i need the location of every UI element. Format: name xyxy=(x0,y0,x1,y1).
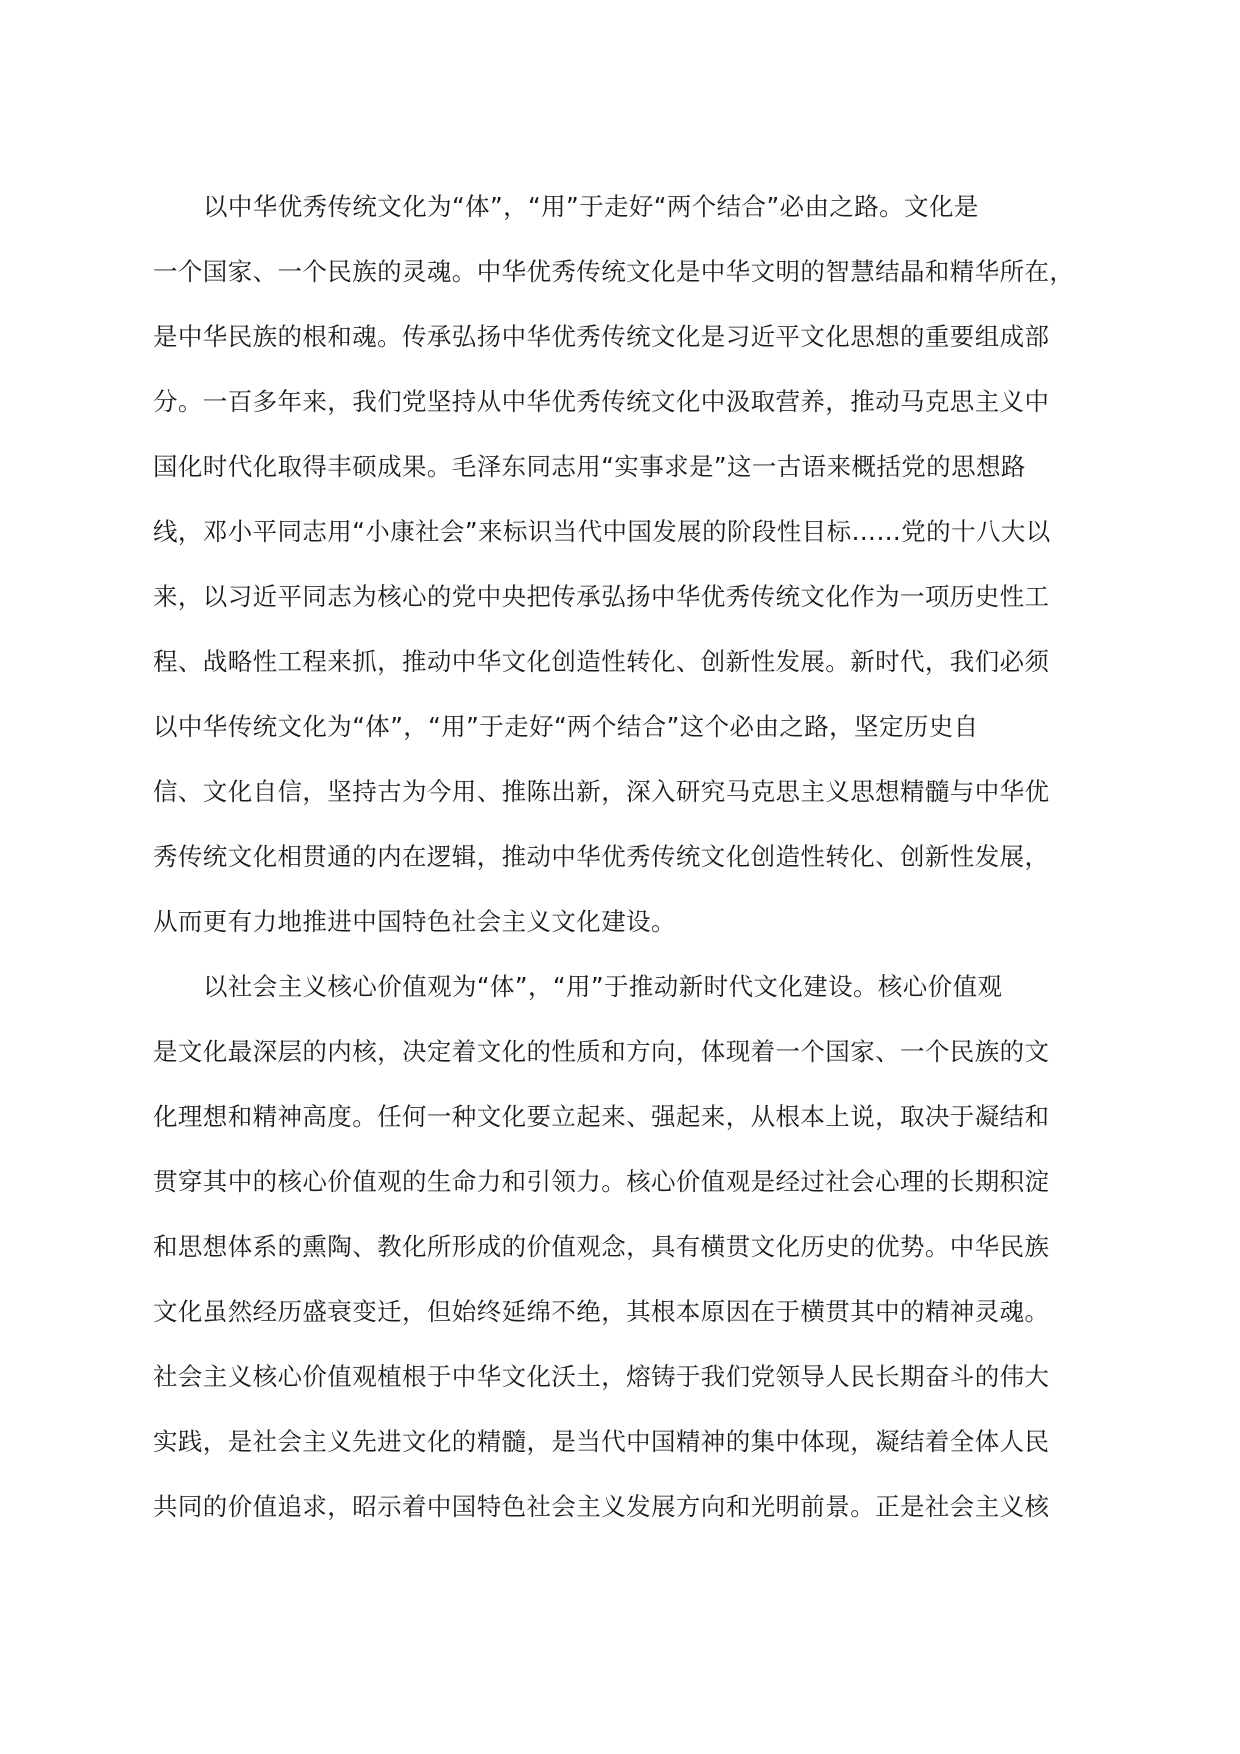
document-body xyxy=(153,187,1075,1552)
paragraph-line: 线，邓小平同志用“小康社会”来标识当代中国发展的阶段性目标……党的十八大以 xyxy=(153,517,1051,546)
paragraph-line: 国化时代化取得丰硕成果。毛泽东同志用“实事求是”这一古语来概括党的思想路 xyxy=(153,452,1026,481)
paragraph-line: 共同的价值追求，昭示着中国特色社会主义发展方向和光明前景。正是社会主义核 xyxy=(153,1492,1050,1521)
paragraph-line: 是中华民族的根和魂。传承弘扬中华优秀传统文化是习近平文化思想的重要组成部 xyxy=(153,322,1050,351)
paragraph-line: 实践，是社会主义先进文化的精髓，是当代中国精神的集中体现，凝结着全体人民 xyxy=(153,1427,1050,1456)
paragraph-line: 信、文化自信，坚持古为今用、推陈出新，深入研究马克思主义思想精髓与中华优 xyxy=(153,777,1050,806)
paragraph-line: 从而更有力地推进中国特色社会主义文化建设。 xyxy=(153,907,676,936)
paragraph-line: 社会主义核心价值观植根于中华文化沃土，熔铸于我们党领导人民长期奋斗的伟大 xyxy=(153,1362,1050,1391)
paragraph-line: 以中华传统文化为“体”，“用”于走好“两个结合”这个必由之路，坚定历史自 xyxy=(153,712,979,741)
paragraph-2 xyxy=(153,967,1068,1552)
paragraph-line: 和思想体系的熏陶、教化所形成的价值观念，具有横贯文化历史的优势。中华民族 xyxy=(153,1232,1050,1261)
paragraph-line: 分。一百多年来，我们党坚持从中华优秀传统文化中汲取营养，推动马克思主义中 xyxy=(153,387,1050,416)
paragraph-line: 秀传统文化相贯通的内在逻辑，推动中华优秀传统文化创造性转化、创新性发展， xyxy=(153,842,1050,871)
paragraph-line: 文化虽然经历盛衰变迁，但始终延绵不绝，其根本原因在于横贯其中的精神灵魂。 xyxy=(153,1297,1050,1326)
paragraph-line: 程、战略性工程来抓，推动中华文化创造性转化、创新性发展。新时代，我们必须 xyxy=(153,647,1050,676)
paragraph-line: 来，以习近平同志为核心的党中央把传承弘扬中华优秀传统文化作为一项历史性工 xyxy=(153,582,1050,611)
paragraph-line: 以中华优秀传统文化为“体”，“用”于走好“两个结合”必由之路。文化是 xyxy=(203,192,979,221)
paragraph-1 xyxy=(153,187,1075,967)
paragraph-line: 以社会主义核心价值观为“体”，“用”于推动新时代文化建设。核心价值观 xyxy=(203,972,1003,1001)
paragraph-line: 是文化最深层的内核，决定着文化的性质和方向，体现着一个国家、一个民族的文 xyxy=(153,1037,1050,1066)
paragraph-line: 贯穿其中的核心价值观的生命力和引领力。核心价值观是经过社会心理的长期积淀 xyxy=(153,1167,1050,1196)
paragraph-line: 一个国家、一个民族的灵魂。中华优秀传统文化是中华文明的智慧结晶和精华所在， xyxy=(153,257,1075,286)
paragraph-line: 化理想和精神高度。任何一种文化要立起来、强起来，从根本上说，取决于凝结和 xyxy=(153,1102,1050,1131)
